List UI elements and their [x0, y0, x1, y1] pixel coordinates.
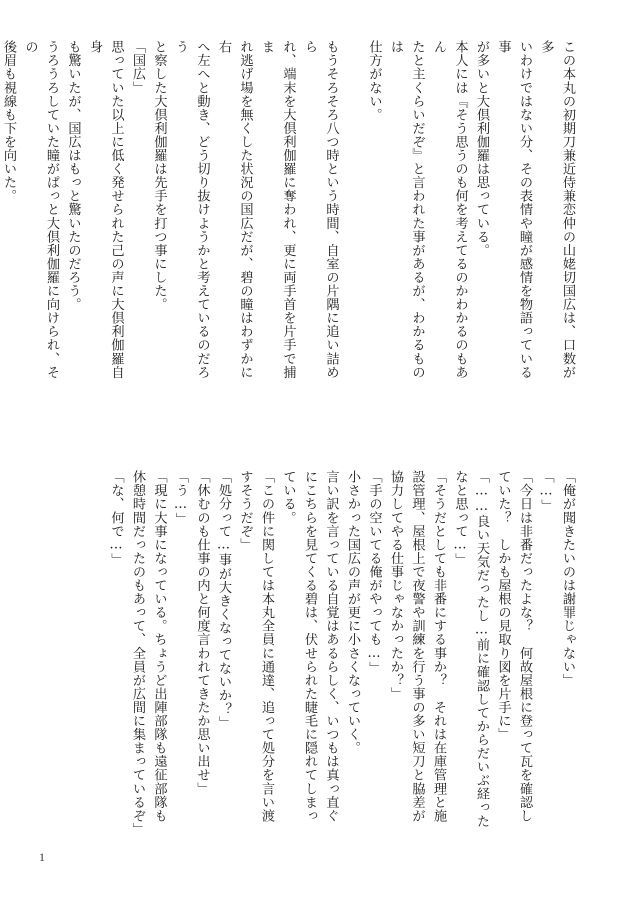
text-line: 後眉も視線も下を向いた。 [1, 40, 16, 203]
text-line: 仕方がない。 [366, 40, 382, 122]
text-line: が多いと大倶利伽羅は思っている。 [474, 40, 489, 257]
blank-line [342, 40, 364, 390]
text-line: すそうだぞ」 [237, 470, 253, 552]
text-line: 「…」 [538, 470, 554, 513]
text-line: うろうろしていた瞳がぱっと大倶利伽羅に向けられ、その [22, 40, 59, 379]
text-line: 休憩時間だったのもあって、全員が広間に集まっているぞ」 [130, 470, 145, 836]
page-number: 1 [39, 850, 45, 864]
text-line: たと主くらいだぞ』と言われた事があるが、わかるものは [388, 40, 425, 379]
text-line: ている。 [280, 470, 296, 525]
text-line: 「う…」 [173, 470, 188, 526]
text-line: 「現に大事になっている。ちょうど出陣部隊も遠征部隊も [151, 470, 167, 823]
text-line: 「……良い天気だったし…前に確認してからだいぶ経った [474, 470, 489, 828]
text-line: 「俺が聞きたいのは謝罪じゃない」 [560, 470, 575, 687]
text-line: 「この件に関しては本丸全員に通達、追って処分を言い渡 [259, 470, 274, 823]
text-line: 「手の空いてる俺がやっても…」 [366, 470, 382, 676]
text-line: 言い訳を言っている自覚はあるらしく、いつもは真っ直ぐ [323, 470, 339, 823]
text-line: 設管理、屋根上で夜警や訓練を行う事の多い短刀と脇差が [409, 470, 425, 823]
text-line: れ逃げ場を無くした状況の国広だが、碧の瞳はわずかに右 [216, 40, 253, 379]
text-line: 「国広」 [130, 40, 145, 95]
upper-text-block [1, 40, 578, 390]
text-line: なと思って…」 [452, 470, 468, 567]
text-line: 小さかった国広の声が更に小さくなっていく。 [345, 470, 360, 755]
lower-text-block [64, 470, 578, 836]
text-line: 「そうだとしても非番にする事か？ それは在庫管理と施 [431, 470, 446, 823]
text-line: いわけではない分、その表情や瞳が感情を物語っている事 [495, 40, 532, 379]
text-line: もうそろそろ八つ時という時間、自室の片隅に追い詰めら [302, 40, 339, 379]
text-line: 協力してやる仕事じゃなかったか？」 [388, 470, 403, 701]
text-line: も驚いたが、国広はもっと驚いたのだろう。 [65, 40, 81, 311]
text-line: 「休むのも仕事の内と何度言われてきたか思い出せ」 [194, 470, 210, 796]
text-line: にこちらを見てくる碧は、伏せられた睫毛に隠れてしまっ [302, 470, 317, 823]
text-line: ていた？ しかも屋根の見取り図を片手に」 [495, 470, 511, 741]
text-line: 「処分って…事が大きくなってないか？」 [216, 470, 231, 730]
text-line: 「今日は非番だったよな？ 何故屋根に登って瓦を確認し [517, 470, 532, 823]
text-line: と察した大倶利伽羅は先手を打つ事にした。 [151, 40, 167, 311]
text-line: へ左へと動き、どう切り抜けようかと考えているのだろう [173, 40, 210, 379]
text-line: 本人には『そう思うのも何を考えてるのかわかるのもあん [431, 40, 468, 379]
text-line: 「な、何で…」 [108, 470, 124, 567]
text-line: この本丸の初期刀兼近侍兼恋仲の山姥切国広は、口数が多 [538, 40, 575, 379]
text-line: 思っていた以上に低く発せられた己の声に大倶利伽羅自身 [87, 40, 124, 379]
text-line: れ、端末を大倶利伽羅に奪われ、更に両手首を片手で捕ま [259, 40, 296, 379]
